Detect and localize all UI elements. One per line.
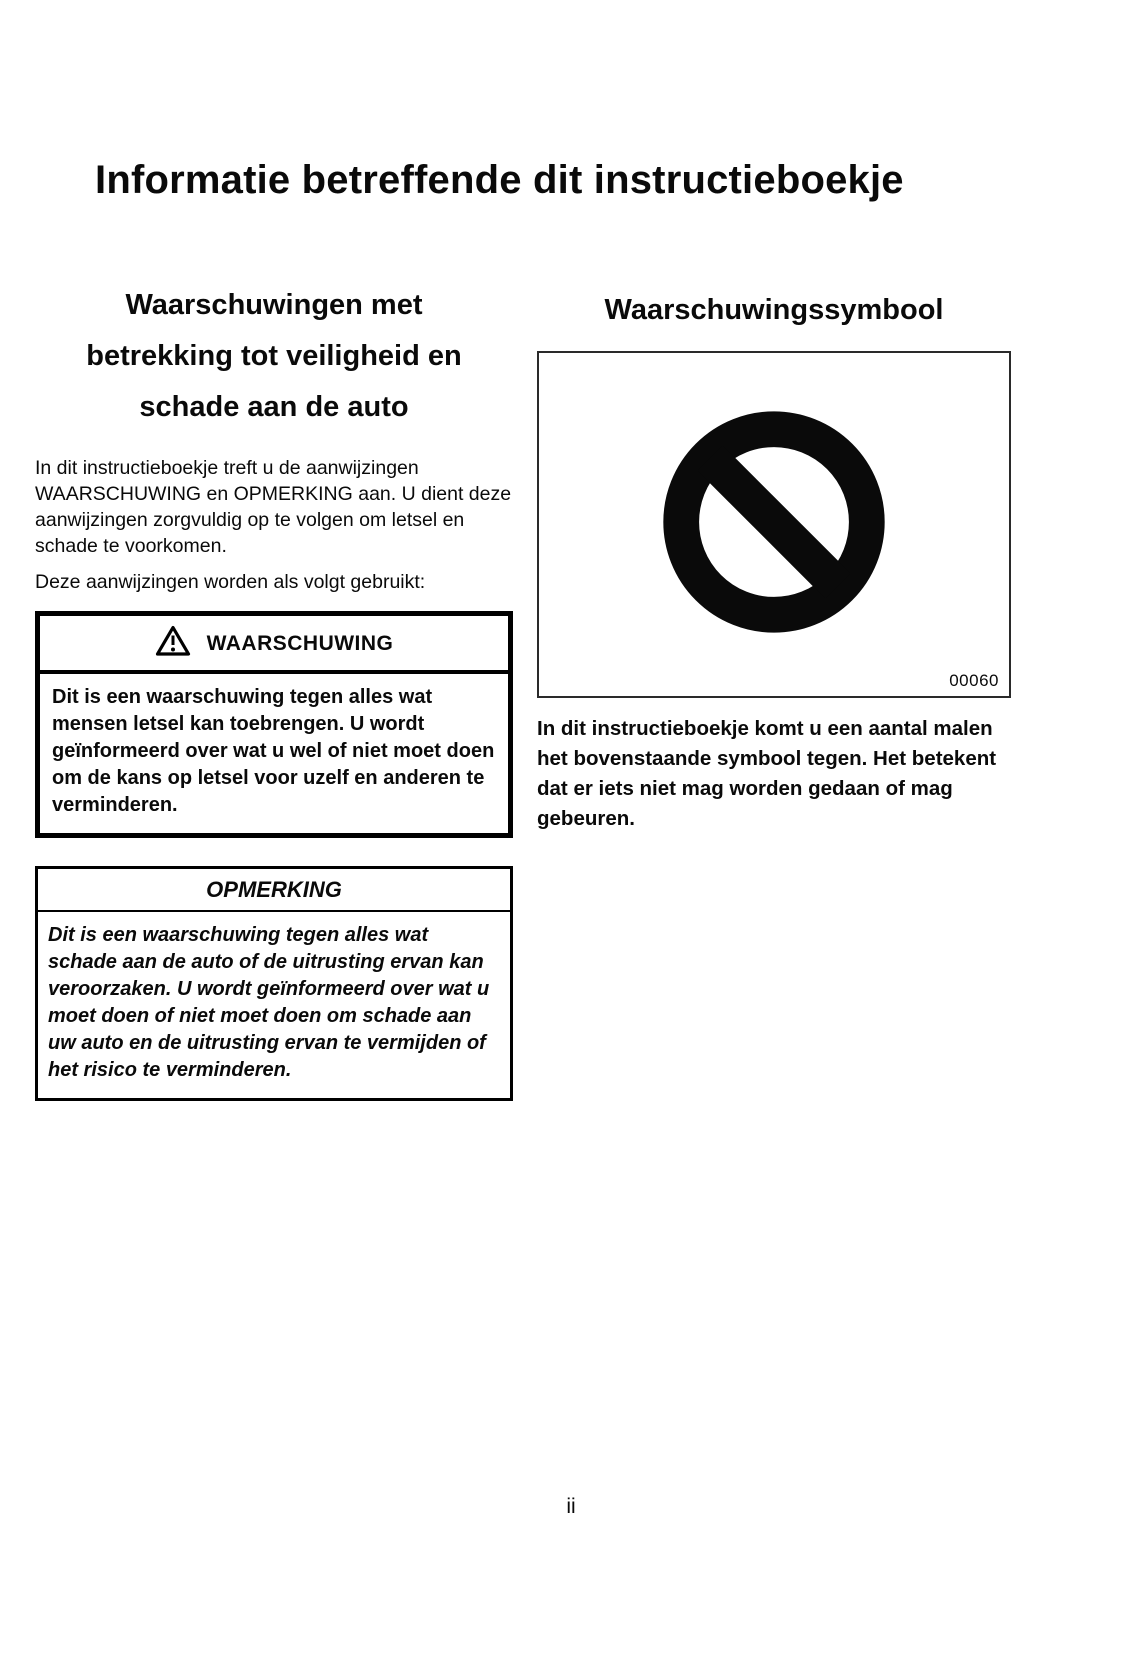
left-column: [35, 280, 513, 1101]
usage-paragraph: Deze aanwijzingen worden als volgt gebruikt:: [35, 571, 426, 593]
section-heading-warnings: [35, 280, 513, 433]
figure-number: 00060: [949, 671, 999, 690]
note-box-body: Dit is een waarschuwing tegen alles wat schade aan de auto of de uitrusting ervan kan veroorzaken. U wordt geïnformeerd over wat u moet doen of niet moet doen om schade aan uw auto en de uitrusting ervan te vermijden of het risico te verminderen.: [48, 924, 490, 1081]
page-number: ii: [566, 1495, 576, 1518]
section-heading-line: schade aan de auto: [139, 391, 409, 423]
section-heading-line: betrekking tot veiligheid en: [86, 340, 462, 372]
note-box-title: OPMERKING: [38, 869, 510, 912]
section-heading-line: Waarschuwingen met: [125, 289, 423, 321]
intro-paragraph: In dit instructieboekje treft u de aanwijzingen WAARSCHUWING en OPMERKING aan. U dient deze aanwijzingen zorgvuldig op te volgen om letsel en schade te voorkomen.: [35, 457, 512, 557]
section-heading-symbol: Waarschuwingssymbool: [604, 294, 944, 326]
warning-box-title: WAARSCHUWING: [206, 631, 394, 655]
right-column: [537, 285, 1011, 834]
note-box: [35, 866, 513, 1101]
warning-triangle-icon: [155, 625, 191, 662]
prohibition-icon: [658, 406, 890, 643]
warning-box: [35, 611, 513, 838]
symbol-caption: In dit instructieboekje komt u een aantal malen het bovenstaande symbool tegen. Het betekent dat er iets niet mag worden gedaan of mag gebeuren.: [537, 717, 997, 830]
page-title: Informatie betreffende dit instructieboekje: [95, 158, 904, 202]
warning-box-header: [40, 616, 508, 674]
prohibition-symbol-figure: [537, 351, 1011, 698]
warning-box-body: Dit is een waarschuwing tegen alles wat mensen letsel kan toebrengen. U wordt geïnformeerd over wat u wel of niet moet doen om de kans op letsel voor uzelf en anderen te verminderen.: [52, 686, 495, 816]
